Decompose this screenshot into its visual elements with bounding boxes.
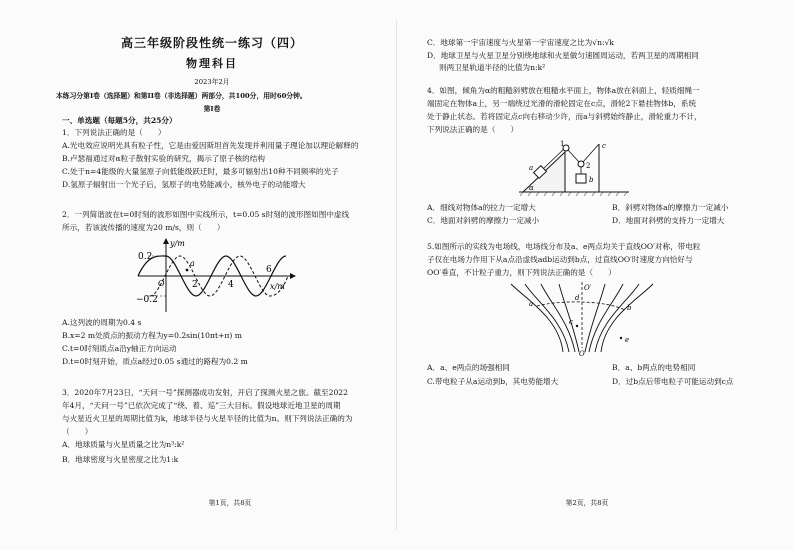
graph-y-label: y/m bbox=[170, 239, 185, 248]
y-axis-arrow bbox=[163, 238, 169, 244]
q5-option-b: B．a、b两点的电势相同 bbox=[612, 363, 696, 372]
q2-option-b: B.x=2 m处质点的振动方程为y=0.2sin(10πt+π) m bbox=[62, 331, 242, 340]
label-alpha: α bbox=[529, 184, 534, 192]
q1-option-b: B.卢瑟福通过对α粒子散射实验的研究，揭示了原子核的结构 bbox=[62, 154, 265, 163]
exam-date: 2023年2月 bbox=[194, 78, 230, 86]
q3-option-a: A．地球质量与火星质量之比为n³:k² bbox=[62, 440, 185, 449]
graph-y-pos: 0.2 bbox=[138, 252, 153, 262]
rope-to-pulley-2 bbox=[568, 150, 579, 162]
q5-option-a: A．a、e两点的场强相同 bbox=[427, 363, 510, 372]
point-a-marker bbox=[186, 269, 189, 272]
graph-x2: 2 bbox=[192, 280, 198, 290]
q2-wave-graph bbox=[120, 236, 300, 316]
q3-stem-line1: 3．2020年7月23日，“天问一号”探测器成功发射，开启了探测火星之旅。截至2022 bbox=[62, 388, 348, 397]
label-o-top: O′ bbox=[584, 284, 592, 292]
q3-option-d-line1: D．地球卫星与火星卫星分别绕地球和火星做匀速圆周运动，若两卫星的周期相同 bbox=[427, 51, 699, 60]
label-b: b bbox=[627, 304, 632, 312]
page-2-footer: 第2页，共8页 bbox=[565, 499, 609, 507]
q2-option-a: A.这列波的周期为0.4 s bbox=[62, 318, 142, 327]
q4-option-b: B．斜劈对物体a的摩擦力一定减小 bbox=[612, 203, 729, 212]
part-label: 第I卷 bbox=[203, 105, 221, 113]
exam-title: 高三年级阶段性统一练习（四） bbox=[120, 36, 304, 50]
label-c: c bbox=[602, 142, 606, 150]
q5-stem-line1: 5.如图所示的实线为电场线，电场线分布及a、e两点均关于直线OO′对称，带电粒 bbox=[427, 242, 701, 251]
block-b bbox=[576, 174, 586, 183]
label-1: 1 bbox=[560, 140, 565, 148]
label-2: 2 bbox=[586, 162, 591, 170]
q2-stem-line2: 所示，若该波传播的速度为20 m/s，则（ ） bbox=[62, 223, 225, 232]
q4-stem-line2: 端固定在物体a上，另一端绕过光滑的滑轮固定在c点，滑轮2下悬挂物体b，系统 bbox=[427, 99, 697, 108]
q4-option-c: C．地面对斜劈的摩擦力一定减小 bbox=[427, 216, 540, 225]
q4-stem-line3: 处于静止状态。若将固定点c向右移动少许，而a与斜劈始终静止，滑轮重力不计， bbox=[427, 112, 702, 121]
q3-option-b: B．地球密度与火星密度之比为1:k bbox=[62, 455, 179, 464]
q3-stem-line4: （ ） bbox=[62, 427, 93, 436]
q1-option-d: D.氢原子辐射出一个光子后，氢原子的电势能减小，核外电子的动能增大 bbox=[62, 180, 306, 189]
q2-option-d: D.t=0时刻开始，质点a经过0.05 s通过的路程为0.2 m bbox=[62, 357, 248, 366]
graph-origin: O bbox=[158, 279, 165, 288]
ground-hatch bbox=[520, 192, 627, 196]
q5-field-diagram bbox=[507, 280, 657, 356]
x-axis-arrow bbox=[290, 273, 296, 279]
page-2 bbox=[397, 0, 794, 550]
label-a: a bbox=[529, 164, 534, 172]
label-c: c bbox=[569, 318, 573, 326]
label-o-bottom: O bbox=[579, 350, 585, 356]
label-a: a bbox=[529, 300, 534, 308]
point-c bbox=[576, 325, 578, 327]
q4-option-d: D．地面对斜劈的支持力一定增大 bbox=[612, 216, 725, 225]
q1-option-a: A.光电效应说明光具有粒子性，它是由爱因斯坦首先发现并利用量子理论加以理论解释的 bbox=[62, 141, 359, 150]
q2-stem-line1: 2．一列简谐波在t=0时刻的波形如图中实线所示，t=0.05 s时刻的波形图如图中虚线 bbox=[62, 210, 350, 219]
label-e: e bbox=[625, 336, 630, 344]
subject-title: 物理科目 bbox=[186, 57, 238, 70]
q5-stem-line3: OO′垂直，不计粒子重力，则下列说法正确的是（ ） bbox=[427, 268, 616, 277]
graph-x6: 6 bbox=[266, 265, 272, 275]
q5-stem-line2: 子仅在电场力作用下从a点沿虚线adb运动到b点，过直线OO′时速度方向恰好与 bbox=[427, 255, 693, 264]
q1-option-c: C.处于n=4能级的大量氢原子向低能级跃迁时，最多可辐射出10种不同频率的光子 bbox=[62, 167, 339, 176]
q4-option-a: A．细线对物体a的拉力一定增大 bbox=[427, 203, 536, 212]
graph-y-neg: −0.2 bbox=[136, 295, 158, 305]
graph-x4: 4 bbox=[228, 280, 234, 290]
graph-point-a: a bbox=[190, 259, 195, 268]
q5-option-d: D．过b点后带电粒子可能运动到c点 bbox=[612, 377, 734, 386]
q4-stem-line1: 4．如图，倾角为α的粗糙斜劈放在粗糙水平面上，物体a放在斜面上，轻质细绳一 bbox=[427, 86, 700, 95]
q5-option-c: C.带电粒子从a运动到b，其电势能增大 bbox=[427, 377, 559, 386]
q3-option-c: C．地球第一宇宙速度与火星第一宇宙速度之比为√n:√k bbox=[427, 38, 615, 47]
rope-to-c bbox=[583, 144, 599, 162]
label-b: b bbox=[589, 176, 594, 184]
q3-stem-line3: 与火星近火卫星的周期比值为k，地球半径与火星半径的比值为n。则下列说法正确的为 bbox=[62, 414, 353, 423]
graph-x-label: x/m bbox=[270, 282, 285, 291]
q4-stem-line4: 下列说法正确的是（ ） bbox=[427, 125, 519, 134]
label-d: d bbox=[575, 294, 580, 302]
q1-stem: 1．下列说法正确的是（ ） bbox=[62, 128, 166, 137]
q4-incline-diagram bbox=[515, 138, 635, 200]
q3-option-d-line2: 则两卫星轨道半径的比值为n:k² bbox=[439, 63, 546, 72]
exam-instructions: 本练习分第I卷（选择题）和第II卷（非选择题）两部分，共100分，用时60分钟。 bbox=[56, 92, 307, 100]
point-e bbox=[620, 337, 622, 339]
q2-option-c: C.t=0时刻质点a沿y轴正方向运动 bbox=[62, 344, 177, 353]
section-heading: 一、单选题（每题5分，共25分） bbox=[62, 116, 177, 125]
q3-stem-line2: 年4月，“天问一号”已依次完成了“绕、着、巡”三大目标。假设地球近地卫星的周期 bbox=[62, 401, 341, 410]
page-1-footer: 第1页，共8页 bbox=[208, 499, 252, 507]
